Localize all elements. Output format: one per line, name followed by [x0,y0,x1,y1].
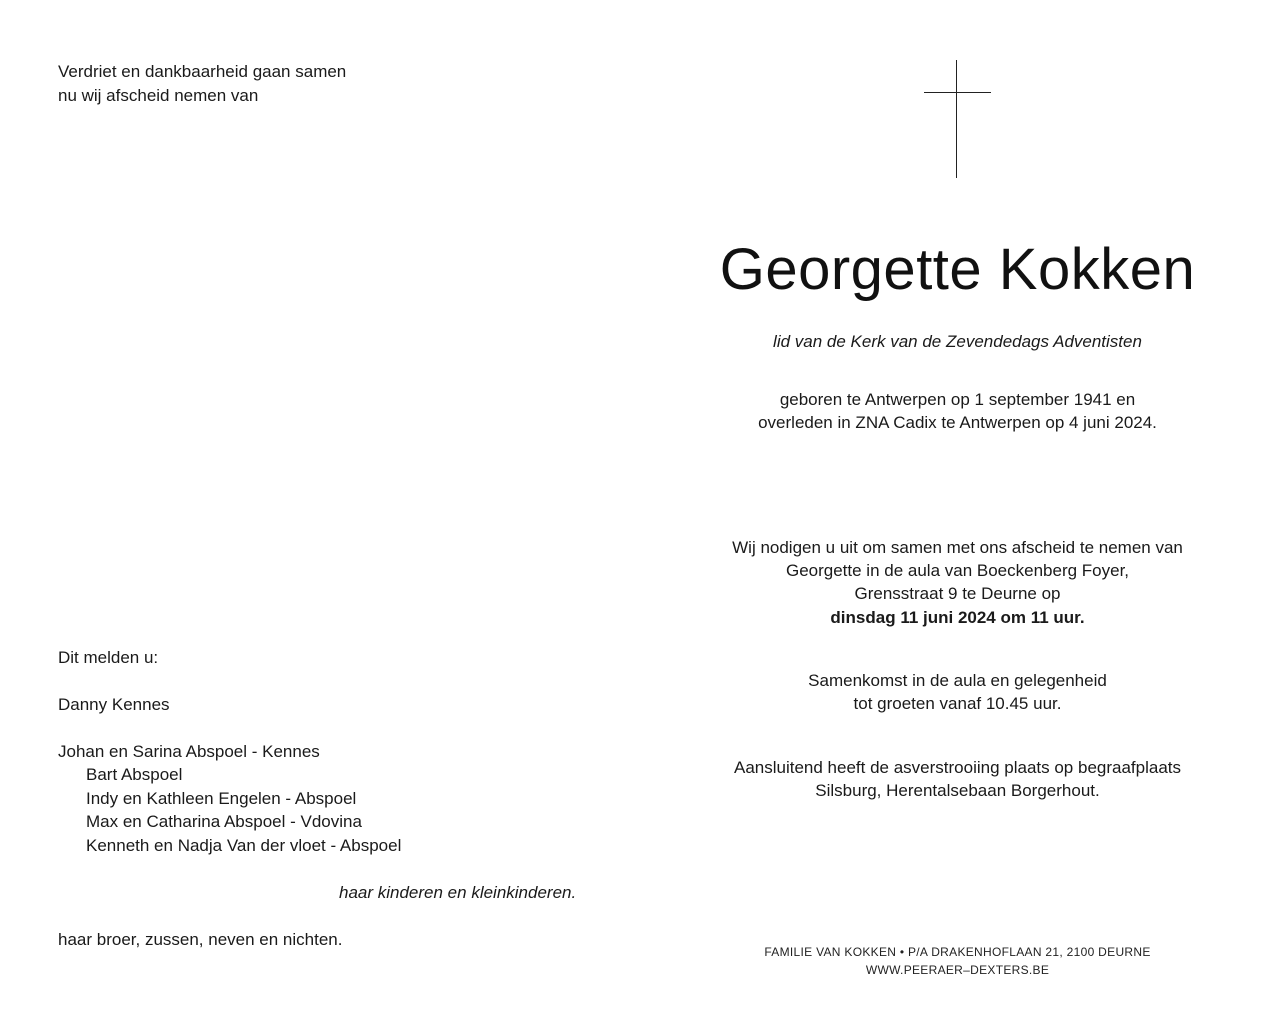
cross-horizontal-bar [924,92,991,93]
scattering-line-1: Aansluitend heeft de asverstrooiing plaats op begraafplaats [733,758,1182,777]
announcers-heading: Dit melden u: [58,648,159,667]
deceased-name: Georgette Kokken [719,237,1196,302]
membership-line: lid van de Kerk van de Zevendedags Adventisten [773,332,1142,351]
invitation-line-2: Georgette in de aula van Boeckenberg Foyer, [785,561,1130,580]
cross-vertical-bar [956,60,957,178]
grandchild-item: Bart Abspoel [86,765,183,784]
invitation-line-3: Grensstraat 9 te Deurne op [854,584,1061,603]
born-line: geboren te Antwerpen op 1 september 1941 en [779,390,1136,409]
gathering-line-2: tot groeten vanaf 10.45 uur. [853,694,1062,713]
grandchild-item: Indy en Kathleen Engelen - Abspoel [86,789,357,808]
footer-address: FAMILIE VAN KOKKEN • P/A DRAKENHOFLAAN 21, 2100 DEURNE [764,945,1151,959]
grandchild-item: Max en Catharina Abspoel - Vdovina [86,812,362,831]
funeral-datetime: dinsdag 11 juni 2024 om 11 uur. [830,608,1085,627]
invitation-line-1: Wij nodigen u uit om samen met ons afscheid te nemen van [732,538,1183,557]
gathering-line-1: Samenkomst in de aula en gelegenheid [808,671,1107,690]
intro-line-2: nu wij afscheid nemen van [58,86,259,105]
grandchild-item: Kenneth en Nadja Van der vloet - Abspoel [86,836,402,855]
died-line: overleden in ZNA Cadix te Antwerpen op 4 juni 2024. [758,413,1157,432]
relatives-line: haar broer, zussen, neven en nichten. [58,930,343,949]
scattering-line-2: Silsburg, Herentalsebaan Borgerhout. [815,781,1100,800]
intro-line-1: Verdriet en dankbaarheid gaan samen [58,62,347,81]
footer-website: WWW.PEERAER–DEXTERS.BE [865,963,1050,977]
announcer-partner: Danny Kennes [58,695,170,714]
children-caption: haar kinderen en kleinkinderen. [339,883,577,902]
announcer-family-main: Johan en Sarina Abspoel - Kennes [58,742,320,761]
